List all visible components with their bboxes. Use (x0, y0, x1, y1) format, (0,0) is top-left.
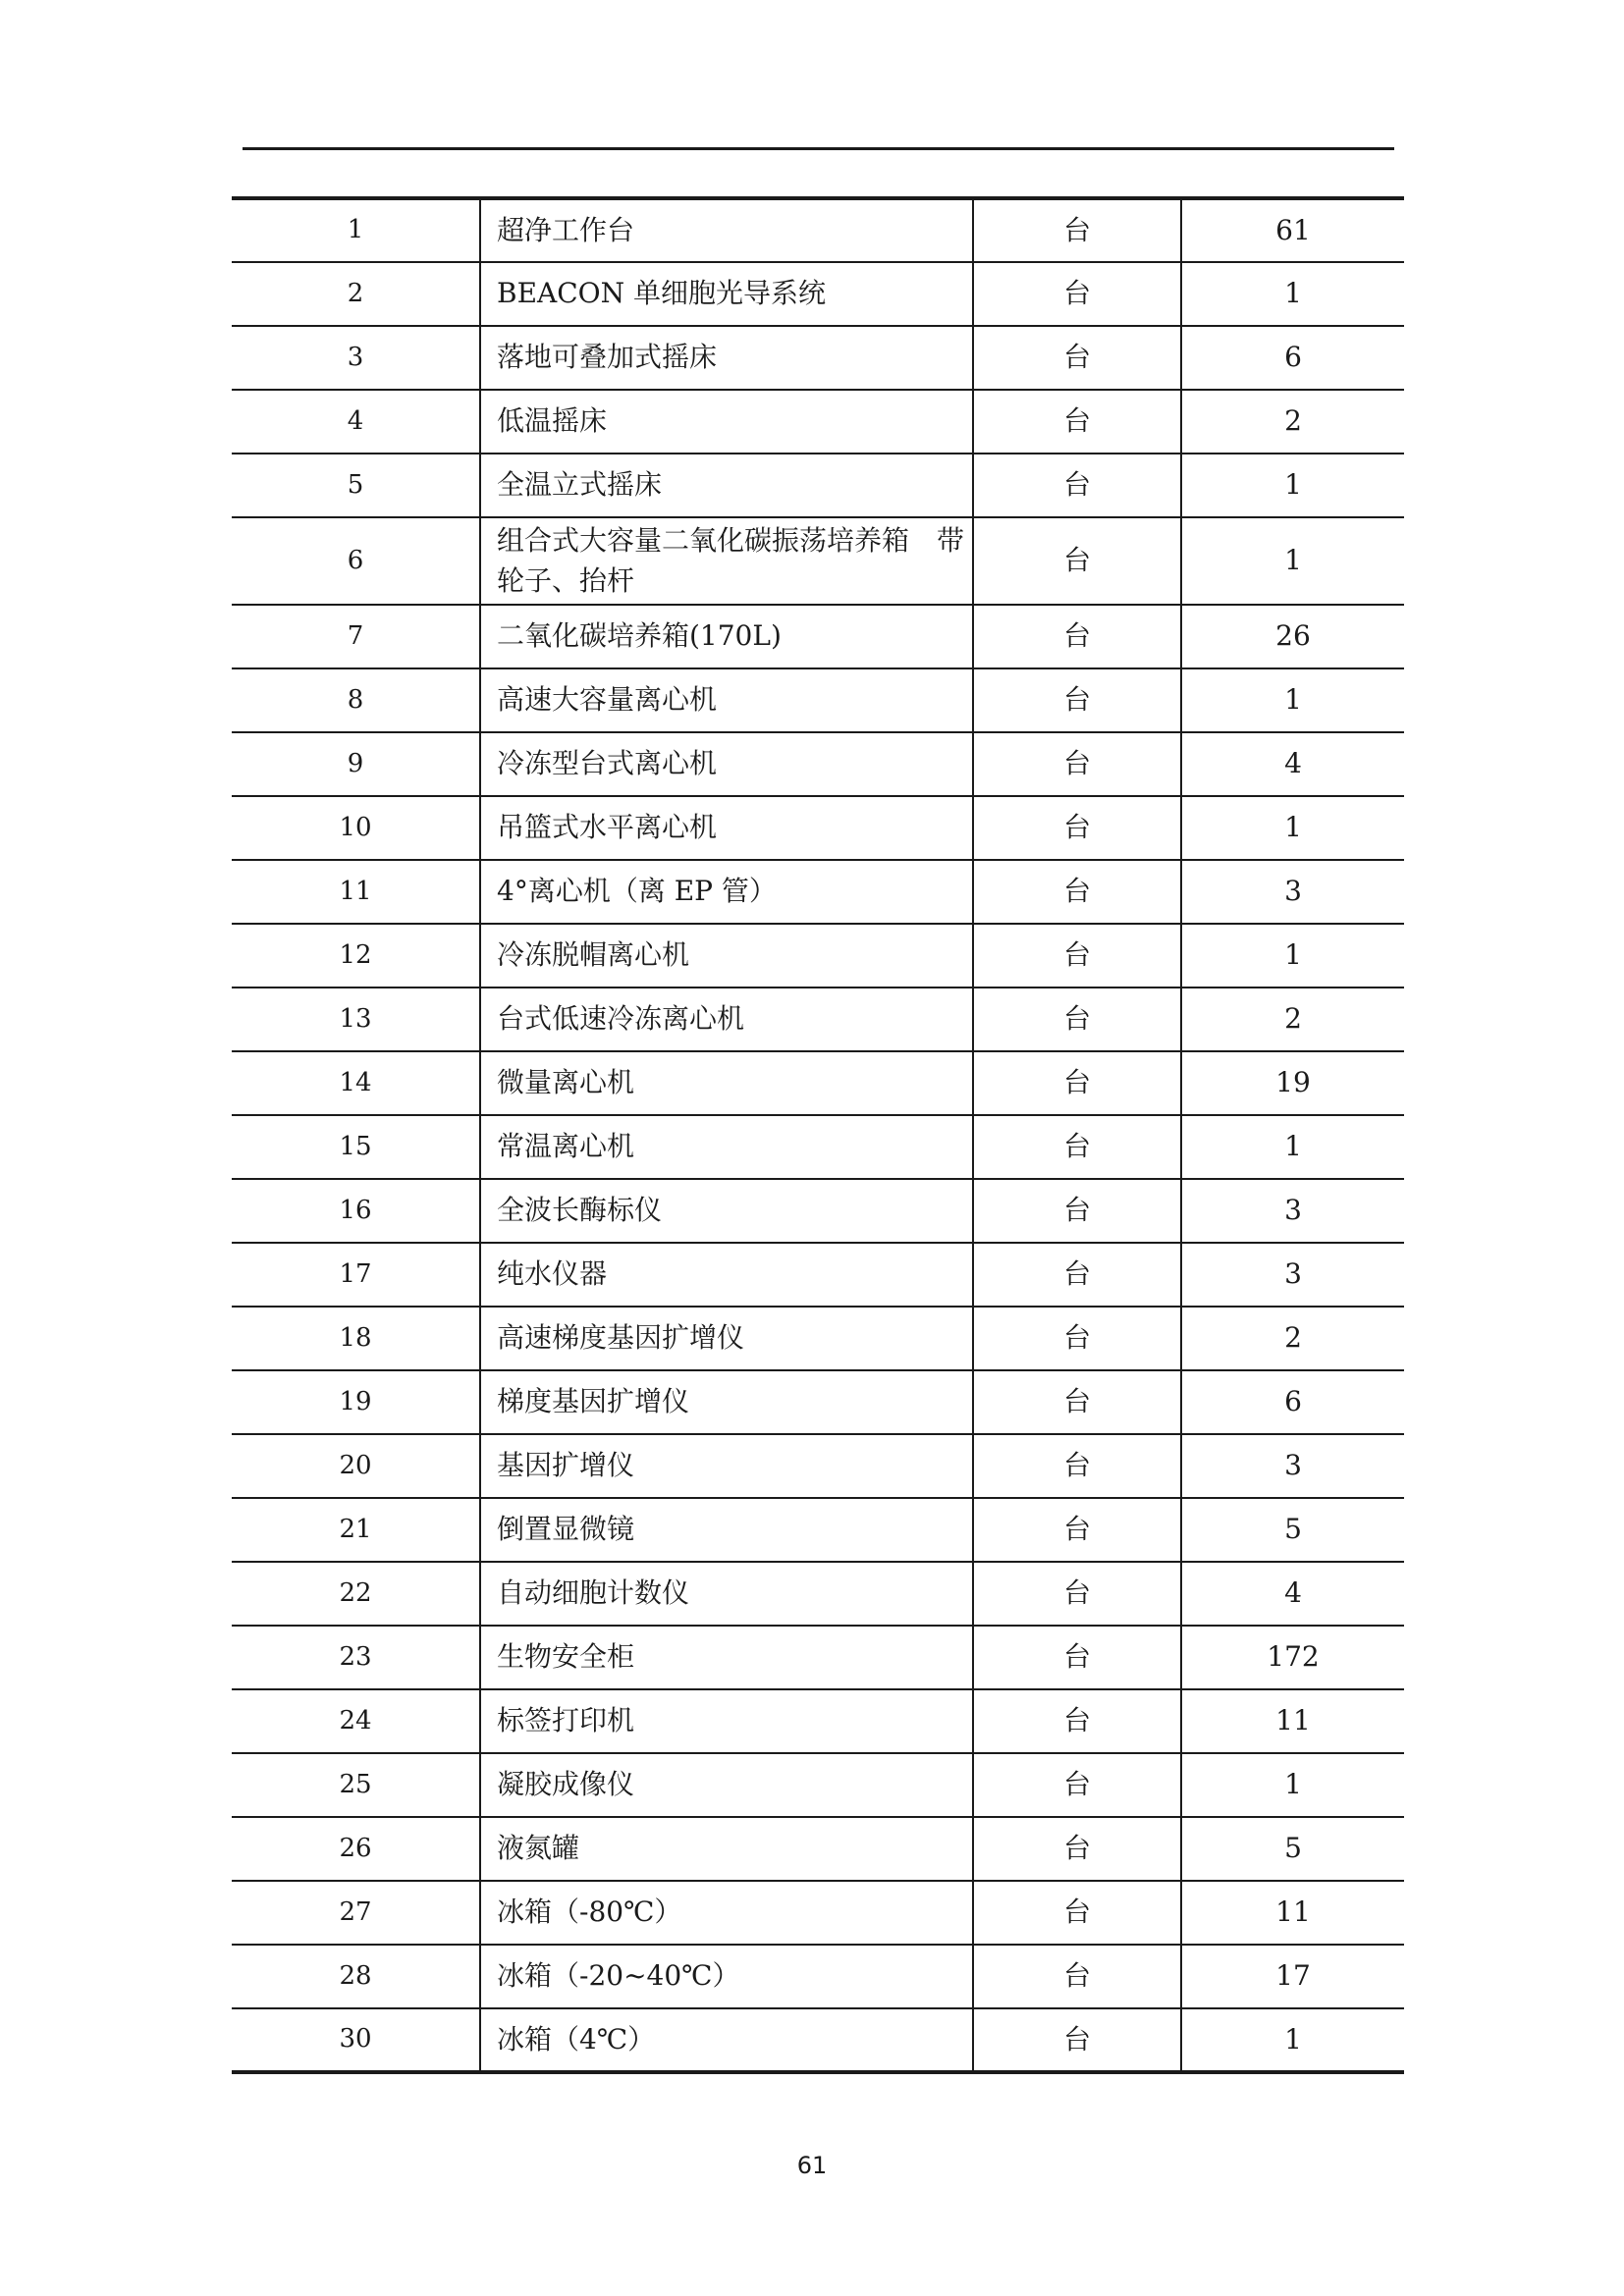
unit-cell: 台 (973, 1498, 1181, 1562)
equipment-name-cell: 自动细胞计数仪 (480, 1562, 973, 1626)
unit-cell: 台 (973, 668, 1181, 732)
table-row (232, 1562, 1404, 1626)
table-row (232, 732, 1404, 796)
table-row (232, 1243, 1404, 1307)
table-row (232, 1115, 1404, 1179)
row-number-cell: 10 (232, 796, 480, 860)
equipment-name-cell: 标签打印机 (480, 1689, 973, 1753)
table-row (232, 1051, 1404, 1115)
row-number-cell: 16 (232, 1179, 480, 1243)
table-row (232, 2008, 1404, 2072)
equipment-name-cell: 液氮罐 (480, 1817, 973, 1881)
unit-cell: 台 (973, 1051, 1181, 1115)
table-row (232, 1179, 1404, 1243)
equipment-name-cell: 低温摇床 (480, 390, 973, 454)
quantity-cell: 17 (1181, 1945, 1404, 2008)
quantity-cell: 4 (1181, 1562, 1404, 1626)
unit-cell: 台 (973, 1626, 1181, 1689)
table-row (232, 1945, 1404, 2008)
table-row (232, 796, 1404, 860)
quantity-cell: 5 (1181, 1817, 1404, 1881)
quantity-cell: 3 (1181, 1434, 1404, 1498)
unit-cell: 台 (973, 605, 1181, 668)
equipment-name-cell: 落地可叠加式摇床 (480, 326, 973, 390)
quantity-cell: 1 (1181, 2008, 1404, 2072)
quantity-cell: 1 (1181, 668, 1404, 732)
row-number-cell: 22 (232, 1562, 480, 1626)
table-row (232, 1753, 1404, 1817)
row-number-cell: 1 (232, 198, 480, 262)
row-number-cell: 20 (232, 1434, 480, 1498)
row-number-cell: 11 (232, 860, 480, 924)
unit-cell: 台 (973, 262, 1181, 326)
unit-cell: 台 (973, 796, 1181, 860)
table-row (232, 988, 1404, 1051)
table-row (232, 605, 1404, 668)
row-number-cell: 19 (232, 1370, 480, 1434)
quantity-cell: 1 (1181, 517, 1404, 605)
table-row (232, 262, 1404, 326)
equipment-name-cell: 超净工作台 (480, 198, 973, 262)
row-number-cell: 28 (232, 1945, 480, 2008)
table-row (232, 1626, 1404, 1689)
row-number-cell: 7 (232, 605, 480, 668)
unit-cell: 台 (973, 2008, 1181, 2072)
table-row (232, 1881, 1404, 1945)
unit-cell: 台 (973, 924, 1181, 988)
quantity-cell: 6 (1181, 326, 1404, 390)
equipment-name-cell: 倒置显微镜 (480, 1498, 973, 1562)
unit-cell: 台 (973, 1881, 1181, 1945)
unit-cell: 台 (973, 1243, 1181, 1307)
quantity-cell: 172 (1181, 1626, 1404, 1689)
quantity-cell: 19 (1181, 1051, 1404, 1115)
row-number-cell: 12 (232, 924, 480, 988)
equipment-name-cell: 吊篮式水平离心机 (480, 796, 973, 860)
table-row (232, 326, 1404, 390)
table-row (232, 1434, 1404, 1498)
table-row (232, 390, 1404, 454)
equipment-name-cell: 梯度基因扩增仪 (480, 1370, 973, 1434)
equipment-name-cell: 纯水仪器 (480, 1243, 973, 1307)
row-number-cell: 14 (232, 1051, 480, 1115)
quantity-cell: 3 (1181, 1179, 1404, 1243)
unit-cell: 台 (973, 1370, 1181, 1434)
equipment-table-body (232, 198, 1404, 2072)
equipment-name-cell: 4°离心机（离 EP 管） (480, 860, 973, 924)
unit-cell: 台 (973, 1179, 1181, 1243)
row-number-cell: 23 (232, 1626, 480, 1689)
row-number-cell: 18 (232, 1307, 480, 1370)
quantity-cell: 26 (1181, 605, 1404, 668)
unit-cell: 台 (973, 860, 1181, 924)
row-number-cell: 25 (232, 1753, 480, 1817)
quantity-cell: 6 (1181, 1370, 1404, 1434)
unit-cell: 台 (973, 390, 1181, 454)
quantity-cell: 1 (1181, 796, 1404, 860)
table-row (232, 1817, 1404, 1881)
equipment-name-cell: 基因扩增仪 (480, 1434, 973, 1498)
unit-cell: 台 (973, 198, 1181, 262)
unit-cell: 台 (973, 1434, 1181, 1498)
row-number-cell: 24 (232, 1689, 480, 1753)
unit-cell: 台 (973, 988, 1181, 1051)
quantity-cell: 1 (1181, 454, 1404, 517)
page-number: 61 (796, 2152, 828, 2179)
quantity-cell: 61 (1181, 198, 1404, 262)
unit-cell: 台 (973, 1307, 1181, 1370)
equipment-name-cell: 生物安全柜 (480, 1626, 973, 1689)
equipment-name-cell: 微量离心机 (480, 1051, 973, 1115)
row-number-cell: 2 (232, 262, 480, 326)
row-number-cell: 3 (232, 326, 480, 390)
row-number-cell: 9 (232, 732, 480, 796)
unit-cell: 台 (973, 1753, 1181, 1817)
unit-cell: 台 (973, 732, 1181, 796)
equipment-name-cell: 冰箱（-80℃） (480, 1881, 973, 1945)
header-rule (243, 147, 1394, 150)
row-number-cell: 5 (232, 454, 480, 517)
equipment-name-cell: 冷冻脱帽离心机 (480, 924, 973, 988)
row-number-cell: 15 (232, 1115, 480, 1179)
row-number-cell: 21 (232, 1498, 480, 1562)
equipment-name-cell: 冰箱（-20~40℃） (480, 1945, 973, 2008)
row-number-cell: 4 (232, 390, 480, 454)
table-row (232, 1307, 1404, 1370)
equipment-name-cell: 凝胶成像仪 (480, 1753, 973, 1817)
quantity-cell: 3 (1181, 1243, 1404, 1307)
table-row (232, 517, 1404, 605)
table-row (232, 1498, 1404, 1562)
equipment-name-cell: 台式低速冷冻离心机 (480, 988, 973, 1051)
equipment-name-cell: 冰箱（4℃） (480, 2008, 973, 2072)
unit-cell: 台 (973, 454, 1181, 517)
row-number-cell: 8 (232, 668, 480, 732)
quantity-cell: 11 (1181, 1881, 1404, 1945)
row-number-cell: 26 (232, 1817, 480, 1881)
equipment-table (232, 196, 1404, 2074)
row-number-cell: 30 (232, 2008, 480, 2072)
table-row (232, 454, 1404, 517)
table-row (232, 668, 1404, 732)
row-number-cell: 17 (232, 1243, 480, 1307)
equipment-name-cell: 高速大容量离心机 (480, 668, 973, 732)
quantity-cell: 2 (1181, 1307, 1404, 1370)
unit-cell: 台 (973, 1562, 1181, 1626)
equipment-name-cell: 常温离心机 (480, 1115, 973, 1179)
unit-cell: 台 (973, 1817, 1181, 1881)
quantity-cell: 1 (1181, 924, 1404, 988)
equipment-name-cell: 全温立式摇床 (480, 454, 973, 517)
unit-cell: 台 (973, 1115, 1181, 1179)
row-number-cell: 6 (232, 517, 480, 605)
row-number-cell: 27 (232, 1881, 480, 1945)
quantity-cell: 5 (1181, 1498, 1404, 1562)
unit-cell: 台 (973, 517, 1181, 605)
unit-cell: 台 (973, 1945, 1181, 2008)
unit-cell: 台 (973, 1689, 1181, 1753)
quantity-cell: 11 (1181, 1689, 1404, 1753)
quantity-cell: 1 (1181, 1753, 1404, 1817)
quantity-cell: 1 (1181, 1115, 1404, 1179)
table-row (232, 860, 1404, 924)
equipment-name-cell: 全波长酶标仪 (480, 1179, 973, 1243)
equipment-name-cell: 二氧化碳培养箱(170L) (480, 605, 973, 668)
table-row (232, 198, 1404, 262)
quantity-cell: 4 (1181, 732, 1404, 796)
equipment-name-cell: 冷冻型台式离心机 (480, 732, 973, 796)
quantity-cell: 2 (1181, 390, 1404, 454)
table-row (232, 924, 1404, 988)
unit-cell: 台 (973, 326, 1181, 390)
quantity-cell: 1 (1181, 262, 1404, 326)
quantity-cell: 3 (1181, 860, 1404, 924)
quantity-cell: 2 (1181, 988, 1404, 1051)
equipment-name-cell: BEACON 单细胞光导系统 (480, 262, 973, 326)
row-number-cell: 13 (232, 988, 480, 1051)
equipment-name-cell: 组合式大容量二氧化碳振荡培养箱 带轮子、抬杆 (480, 517, 973, 605)
equipment-name-cell: 高速梯度基因扩增仪 (480, 1307, 973, 1370)
table-row (232, 1370, 1404, 1434)
table-row (232, 1689, 1404, 1753)
